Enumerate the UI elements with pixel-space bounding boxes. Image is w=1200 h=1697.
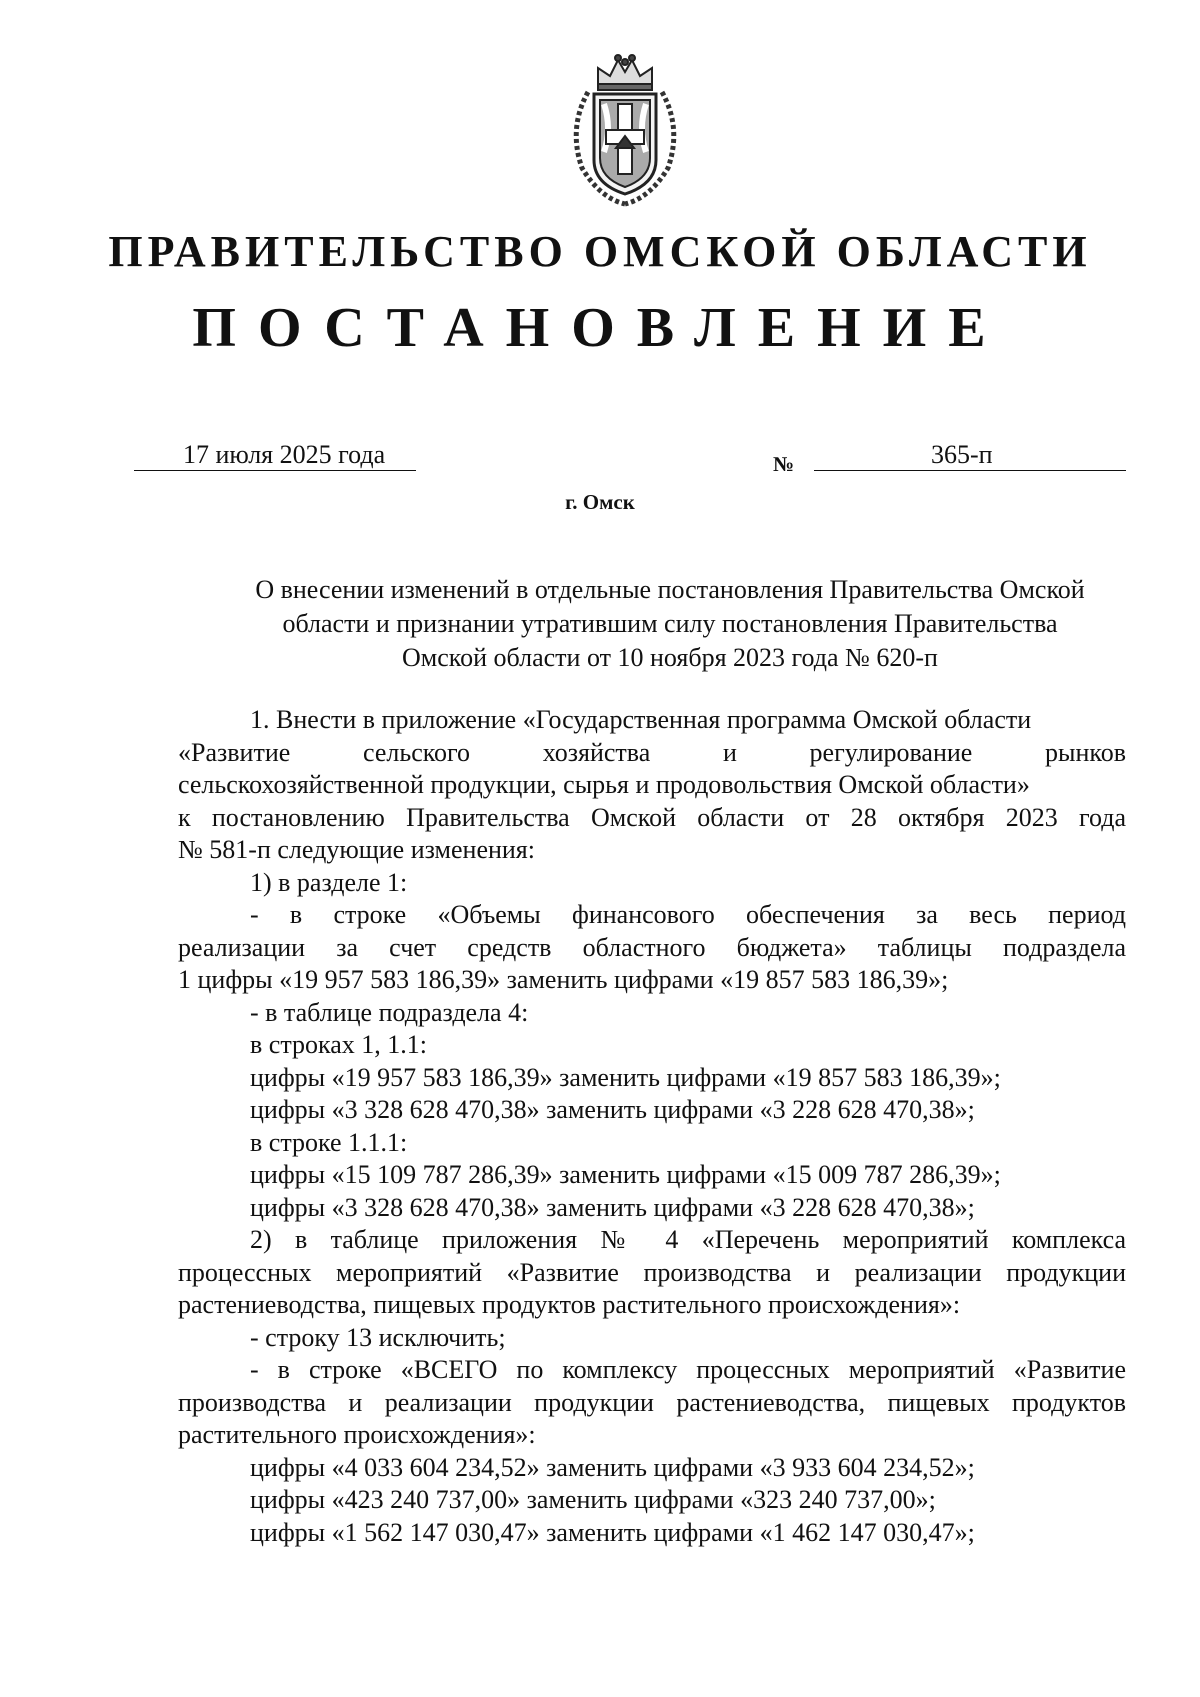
body-line: процессных мероприятий «Развитие производства и реализации продукции: [178, 1257, 1126, 1287]
body-line: цифры «1 562 147 030,47» заменить цифрами «1 462 147 030,47»;: [250, 1517, 975, 1547]
body-line: цифры «15 109 787 286,39» заменить цифрами «15 009 787 286,39»;: [250, 1160, 1001, 1189]
body-line: № 581-п следующие изменения:: [178, 835, 535, 864]
subject-line: О внесении изменений в отдельные постановления Правительства Омской: [255, 575, 1085, 604]
document-type-title: ПОСТАНОВЛЕНИЕ: [192, 297, 1008, 359]
body-line: цифры «4 033 604 234,52» заменить цифрами «3 933 604 234,52»;: [250, 1452, 975, 1482]
coat-of-arms-icon: [560, 48, 690, 208]
body-line: 1. Внести в приложение «Государственная программа Омской области: [250, 705, 1032, 734]
subject-line: области и признании утратившим силу постановления Правительства: [282, 609, 1058, 638]
body-line: в строке 1.1.1:: [250, 1127, 408, 1157]
body-line: 2) в таблице приложения № 4 «Перечень мероприятий комплекса: [250, 1225, 1126, 1254]
body-line: - в строке «ВСЕГО по комплексу процессных мероприятий «Развитие: [250, 1355, 1126, 1384]
body-line: растительного происхождения»:: [178, 1420, 536, 1449]
body-line: к постановлению Правительства Омской области от 28 октября 2023 года: [178, 802, 1126, 832]
body-line: - в строке «Объемы финансового обеспечения за весь период: [250, 900, 1126, 929]
document-number: 365-п: [931, 440, 993, 469]
government-title: ПРАВИТЕЛЬСТВО ОМСКОЙ ОБЛАСТИ: [108, 227, 1092, 276]
body-line: производства и реализации продукции растениеводства, пищевых продуктов: [178, 1387, 1126, 1417]
document-body: [178, 704, 1126, 1549]
body-line: цифры «423 240 737,00» заменить цифрами «323 240 737,00»;: [250, 1485, 936, 1514]
body-line: в строках 1, 1.1:: [250, 1030, 427, 1059]
body-line: цифры «3 328 628 470,38» заменить цифрами «3 228 628 470,38»;: [250, 1095, 975, 1124]
body-line: - строку 13 исключить;: [250, 1322, 506, 1352]
number-sign: №: [773, 452, 795, 476]
body-line: цифры «19 957 583 186,39» заменить цифрами «19 857 583 186,39»;: [250, 1062, 1001, 1092]
body-line: цифры «3 328 628 470,38» заменить цифрами «3 228 628 470,38»;: [250, 1192, 975, 1222]
body-line: 1) в разделе 1:: [250, 867, 408, 897]
city: г. Омск: [565, 490, 635, 514]
document-date: 17 июля 2025 года: [183, 440, 386, 469]
subject-line: Омской области от 10 ноября 2023 года № 620-п: [402, 643, 938, 672]
document-subject: [205, 573, 1135, 675]
body-line: «Развитие сельского хозяйства и регулирование рынков: [178, 737, 1126, 767]
body-line: реализации за счет средств областного бюджета» таблицы подраздела: [178, 932, 1126, 962]
body-line: растениеводства, пищевых продуктов растительного происхождения»:: [178, 1290, 961, 1319]
body-line: 1 цифры «19 957 583 186,39» заменить цифрами «19 857 583 186,39»;: [178, 965, 949, 994]
body-line: - в таблице подраздела 4:: [250, 997, 529, 1027]
body-line: сельскохозяйственной продукции, сырья и продовольствия Омской области»: [178, 770, 1030, 799]
